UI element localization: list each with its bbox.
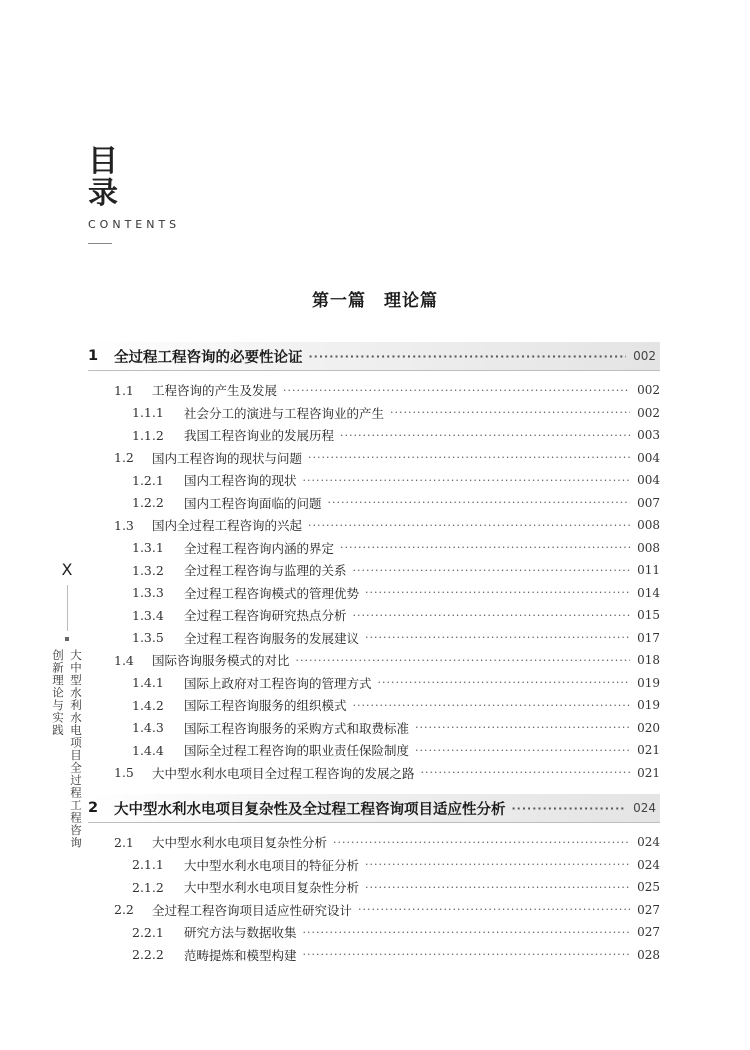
toc-chapter-1[interactable]: [88, 342, 660, 371]
section-number: 1.3.3: [132, 585, 164, 601]
section-number: 1.4.2: [132, 697, 164, 713]
toc-section-1-5[interactable]: [88, 762, 660, 785]
toc-section-1-4-2[interactable]: [88, 694, 660, 717]
page-number: 015: [637, 608, 660, 623]
page-number: 024: [637, 835, 660, 850]
section-number: 1.4: [114, 652, 134, 668]
toc-section-1-3-5[interactable]: [88, 627, 660, 650]
dot-leader: [512, 802, 627, 815]
toc-section-1-2[interactable]: [88, 447, 660, 470]
dot-leader: [333, 836, 630, 849]
section-number: 1.4.4: [132, 742, 164, 758]
section-title: 大中型水利水电项目全过程工程咨询的发展之路: [152, 765, 415, 781]
section-title: 大中型水利水电项目的特征分析: [184, 857, 360, 873]
chapter-number: 1: [88, 348, 99, 364]
page-number: 004: [637, 473, 660, 488]
dot-leader: [303, 474, 630, 487]
dot-leader: [353, 609, 630, 622]
dot-leader: [283, 384, 630, 397]
dot-leader: [309, 350, 627, 363]
page-number: 027: [637, 925, 660, 940]
toc-section-1-1-1[interactable]: [88, 402, 660, 425]
section-number: 1.5: [114, 765, 134, 781]
page-number: 024: [633, 801, 656, 815]
page-title-char-2: 录: [88, 176, 118, 211]
dot-leader: [303, 926, 630, 939]
toc-section-1-3-1[interactable]: [88, 537, 660, 560]
section-title: 全过程工程咨询内涵的界定: [184, 540, 335, 556]
section-number: 1.2.1: [132, 472, 164, 488]
section-title: 全过程工程咨询与监理的关系: [184, 563, 347, 579]
book-spine-sidebar: [51, 560, 83, 849]
section-number: 2.1.1: [132, 857, 164, 873]
dot-leader: [353, 564, 630, 577]
dot-leader: [308, 519, 630, 532]
section-number: 1.1.2: [132, 427, 164, 443]
dot-leader: [421, 766, 630, 779]
toc-chapter-2[interactable]: [88, 794, 660, 823]
section-number: 2.2.1: [132, 924, 164, 940]
section-title: 国内工程咨询的现状: [184, 473, 297, 489]
page-number: 025: [637, 880, 660, 895]
page-number: 021: [637, 743, 660, 758]
page-number: 011: [637, 563, 660, 578]
page-number: 002: [637, 405, 660, 420]
toc-section-1-3-2[interactable]: [88, 559, 660, 582]
toc-section-1-3-4[interactable]: [88, 604, 660, 627]
dot-leader: [296, 654, 630, 667]
toc-section-2-2-2[interactable]: [88, 944, 660, 967]
toc-section-2-1-1[interactable]: [88, 854, 660, 877]
page-number: 002: [637, 383, 660, 398]
chapter-number: 2: [88, 800, 99, 816]
section-title: 国际工程咨询服务的组织模式: [184, 698, 347, 714]
page-number: 008: [637, 518, 660, 533]
dot-leader: [353, 699, 630, 712]
page-number: 003: [637, 428, 660, 443]
section-number: 1.4.3: [132, 720, 164, 736]
section-number: 1.3.1: [132, 540, 164, 556]
section-title: 国内工程咨询面临的问题: [184, 495, 322, 511]
section-title: 全过程工程咨询研究热点分析: [184, 608, 347, 624]
section-title: 大中型水利水电项目复杂性分析: [184, 880, 360, 896]
page-number: 019: [637, 675, 660, 690]
section-title: 全过程工程咨询服务的发展建议: [184, 630, 360, 646]
section-number: 1.2.2: [132, 495, 164, 511]
section-title: 范畴提炼和模型构建: [184, 947, 297, 963]
section-title: 国际工程咨询服务的采购方式和取费标准: [184, 720, 410, 736]
section-number: 2.1: [114, 834, 134, 850]
chapter-gap: [88, 784, 660, 794]
page-title-char-1: 目: [88, 144, 118, 179]
page-number: 028: [637, 947, 660, 962]
section-number: 1.1.1: [132, 405, 164, 421]
section-number: 2.2.2: [132, 947, 164, 963]
section-title: 国际全过程工程咨询的职业责任保险制度: [184, 743, 410, 759]
page-number: 021: [637, 765, 660, 780]
dot-leader: [328, 496, 630, 509]
toc-section-1-4-4[interactable]: [88, 739, 660, 762]
section-number: 1.2: [114, 450, 134, 466]
toc-section-2-2-1[interactable]: [88, 921, 660, 944]
section-title: 研究方法与数据收集: [184, 925, 297, 941]
sidebar-bullet: [65, 637, 69, 641]
toc-section-2-2[interactable]: [88, 899, 660, 922]
dot-leader: [340, 541, 630, 554]
dot-leader: [365, 881, 630, 894]
book-title-line-2: 创新理论与实践: [51, 649, 65, 737]
section-number: 1.3.4: [132, 607, 164, 623]
dot-leader: [390, 406, 630, 419]
section-title: 大中型水利水电项目复杂性分析: [152, 835, 328, 851]
dot-leader: [378, 676, 630, 689]
page-number: 014: [637, 585, 660, 600]
toc-section-2-1[interactable]: [88, 831, 660, 854]
sidebar-divider: [67, 585, 68, 631]
toc-section-1-3[interactable]: [88, 514, 660, 537]
toc-section-1-4-1[interactable]: [88, 672, 660, 695]
toc-section-1-2-1[interactable]: [88, 469, 660, 492]
toc-section-1-1[interactable]: [88, 379, 660, 402]
toc-section-1-2-2[interactable]: [88, 492, 660, 515]
dot-leader: [303, 948, 630, 961]
chapter-title: 大中型水利水电项目复杂性及全过程工程咨询项目适应性分析: [114, 801, 506, 818]
section-title: 工程咨询的产生及发展: [152, 383, 278, 399]
dot-leader: [340, 429, 630, 442]
page-number: 018: [637, 653, 660, 668]
section-number: 1.3.5: [132, 630, 164, 646]
page-number: 019: [637, 698, 660, 713]
page-number: 002: [633, 349, 656, 363]
section-number: 2.1.2: [132, 879, 164, 895]
page-marker: X: [61, 560, 73, 579]
dot-leader: [365, 858, 630, 871]
section-title: 社会分工的演进与工程咨询业的产生: [184, 405, 385, 421]
section-title: 全过程工程咨询模式的管理优势: [184, 585, 360, 601]
toc-section-2-1-2[interactable]: [88, 876, 660, 899]
section-number: 1.3: [114, 517, 134, 533]
section-title: 我国工程咨询业的发展历程: [184, 428, 335, 444]
dot-leader: [358, 903, 630, 916]
book-title-line-1: 大中型水利水电项目全过程工程咨询: [69, 649, 83, 849]
page-number: 007: [637, 495, 660, 510]
dot-leader: [365, 586, 630, 599]
contents-subtitle: CONTENTS: [88, 218, 181, 231]
page-number: 020: [637, 720, 660, 735]
toc-section-1-1-2[interactable]: [88, 424, 660, 447]
dot-leader: [415, 744, 630, 757]
section-title: 国内工程咨询的现状与问题: [152, 450, 303, 466]
page-number: 008: [637, 540, 660, 555]
page-number: 024: [637, 857, 660, 872]
page-number: 004: [637, 450, 660, 465]
book-title-vertical: [50, 649, 84, 849]
section-title: 国内全过程工程咨询的兴起: [152, 518, 303, 534]
section-number: 1.4.1: [132, 675, 164, 691]
section-title: 国际上政府对工程咨询的管理方式: [184, 675, 372, 691]
section-number: 2.2: [114, 902, 134, 918]
toc-section-1-3-3[interactable]: [88, 582, 660, 605]
page-number: 017: [637, 630, 660, 645]
section-title: 全过程工程咨询项目适应性研究设计: [152, 902, 353, 918]
header-divider: [88, 243, 112, 244]
toc-section-1-4-3[interactable]: [88, 717, 660, 740]
toc-header: [88, 146, 180, 244]
page-number: 027: [637, 902, 660, 917]
dot-leader: [415, 721, 630, 734]
dot-leader: [365, 631, 630, 644]
part-title: 第一篇 理论篇: [312, 291, 438, 311]
section-number: 1.1: [114, 382, 134, 398]
toc-section-1-4[interactable]: [88, 649, 660, 672]
table-of-contents: [88, 342, 660, 966]
dot-leader: [308, 451, 630, 464]
section-title: 国际咨询服务模式的对比: [152, 653, 290, 669]
section-number: 1.3.2: [132, 562, 164, 578]
chapter-title: 全过程工程咨询的必要性论证: [114, 349, 303, 366]
